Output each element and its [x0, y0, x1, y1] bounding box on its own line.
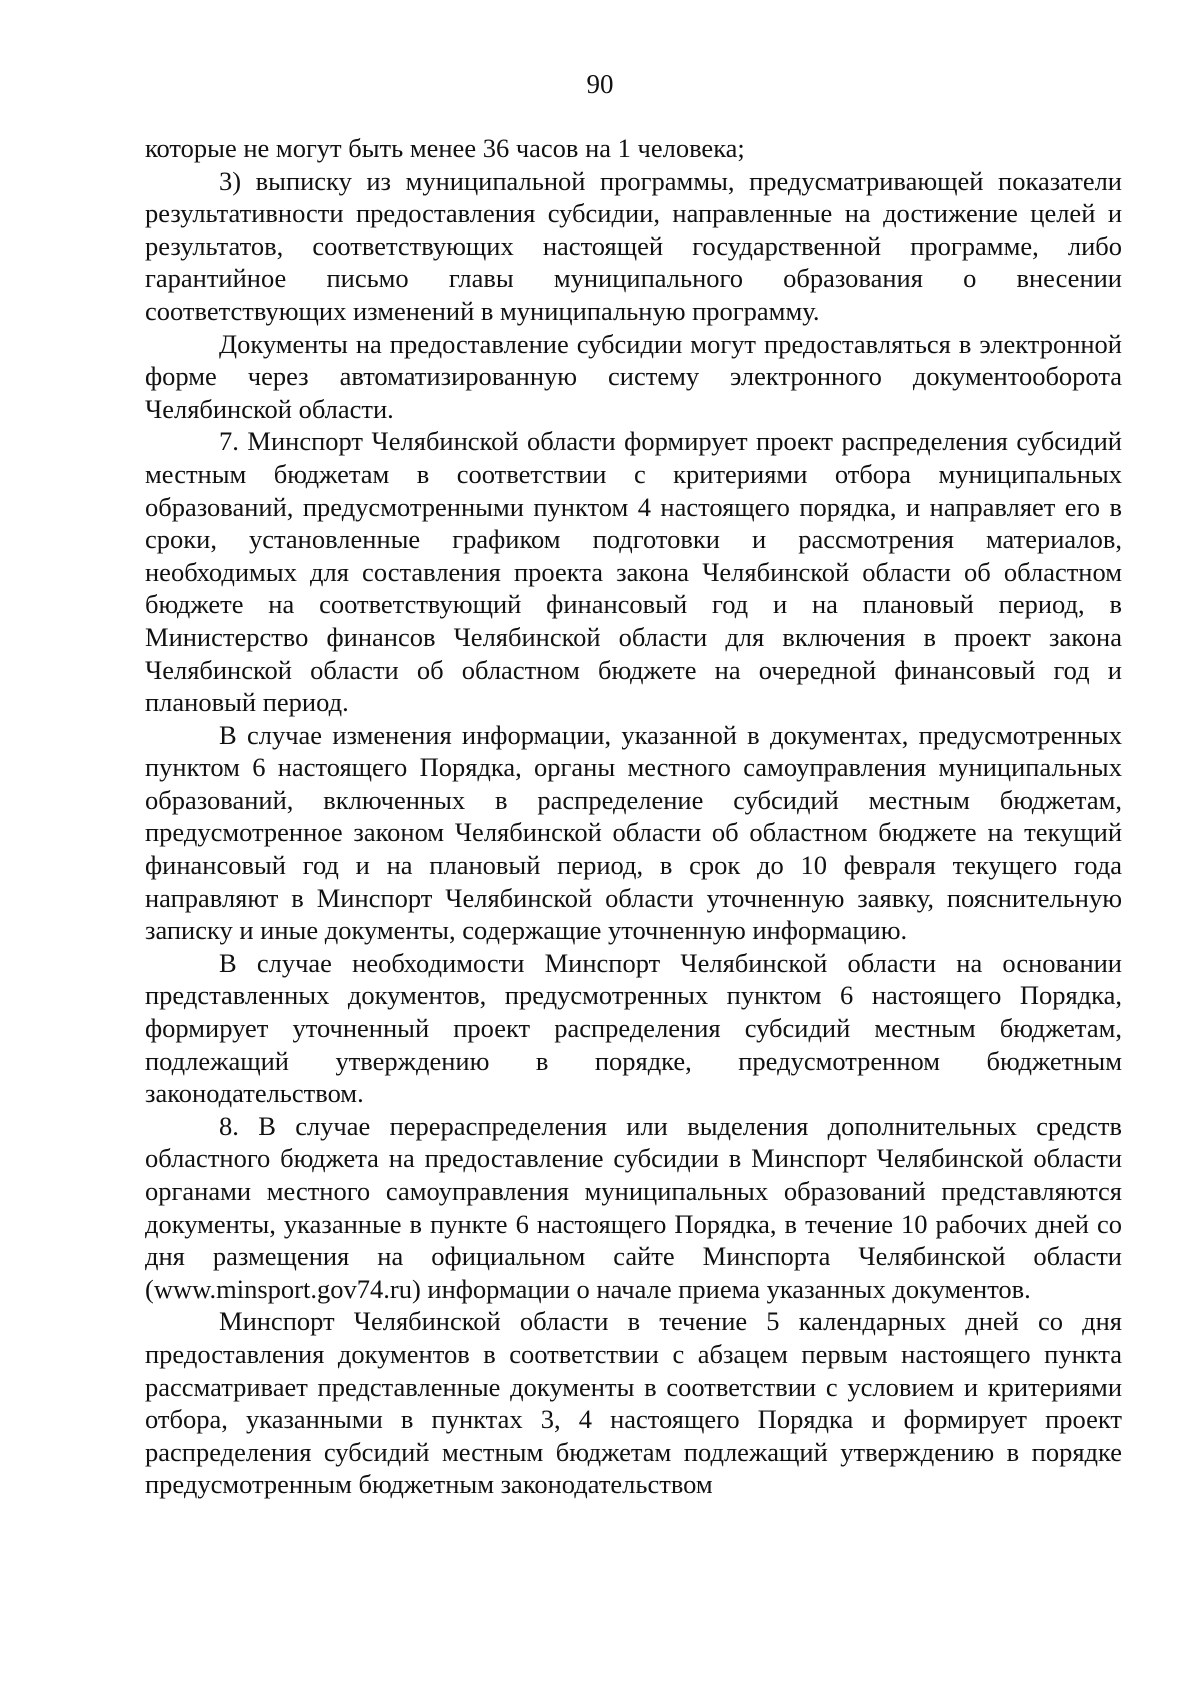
paragraph-refined-project: В случае необходимости Минспорт Челябинской области на основании представленных документов, предусмотренных пунктом 6 настоящего Порядка, формирует уточненный проект распределения субсидий местным бюджетам, подлежащий утверждению в порядке, предусмотренном бюджетным законодательством.: [145, 947, 1122, 1109]
paragraph-section-8: 8. В случае перераспределения или выделения дополнительных средств областного бюджета на предоставление субсидии в Минспорт Челябинской области органами местного самоуправления муниципальных образований представляются документы, указанные в пункте 6 настоящего Порядка, в течение 10 рабочих дней со дня размещения на официальном сайте Минспорта Челябинской области (www.minsport.gov74.ru) информации о начале приема указанных документов.: [145, 1110, 1122, 1304]
paragraph-continuation: которые не могут быть менее 36 часов на 1 человека;: [145, 133, 745, 163]
paragraph-electronic-documents: Документы на предоставление субсидии могут предоставляться в электронной форме через автоматизированную систему электронного документооборота Челябинской области.: [145, 328, 1122, 424]
document-body: [145, 132, 1122, 1501]
paragraph-section-7: 7. Минспорт Челябинской области формирует проект распределения субсидий местным бюджетам в соответствии с критериями отбора муниципальных образований, предусмотренными пунктом 4 настоящего порядка, и направляет его в сроки, установленные графиком подготовки и рассмотрения материалов, необходимых для составления проекта закона Челябинской области об областном бюджете на соответствующий финансовый год и на плановый период, в Министерство финансов Челябинской области для включения в проект закона Челябинской области об областном бюджете на очередной финансовый год и плановый период.: [145, 426, 1122, 718]
paragraph-review-period: Минспорт Челябинской области в течение 5 календарных дней со дня предоставления документов в соответствии с абзацем первым настоящего пункта рассматривает представленные документы в соответствии с условием и критериями отбора, указанными в пунктах 3, 4 настоящего Порядка и формирует проект распределения субсидий местным бюджетам подлежащий утверждению в порядке предусмотренным бюджетным законодательством: [145, 1306, 1122, 1500]
paragraph-information-change: В случае изменения информации, указанной в документах, предусмотренных пунктом 6 настоящего Порядка, органы местного самоуправления муниципальных образований, включенных в распределение субсидий местным бюджетам, предусмотренное законом Челябинской области об областном бюджете на текущий финансовый год и на плановый период, в срок до 10 февраля текущего года направляют в Минспорт Челябинской области уточненную заявку, пояснительную записку и иные документы, содержащие уточненную информацию.: [145, 719, 1122, 946]
page-number: 90: [586, 69, 614, 99]
paragraph-item-3: 3) выписку из муниципальной программы, предусматривающей показатели результативности предоставления субсидии, направленные на достижение целей и результатов, соответствующих настоящей государственной программе, либо гарантийное письмо главы муниципального образования о внесении соответствующих изменений в муниципальную программу.: [145, 165, 1122, 326]
